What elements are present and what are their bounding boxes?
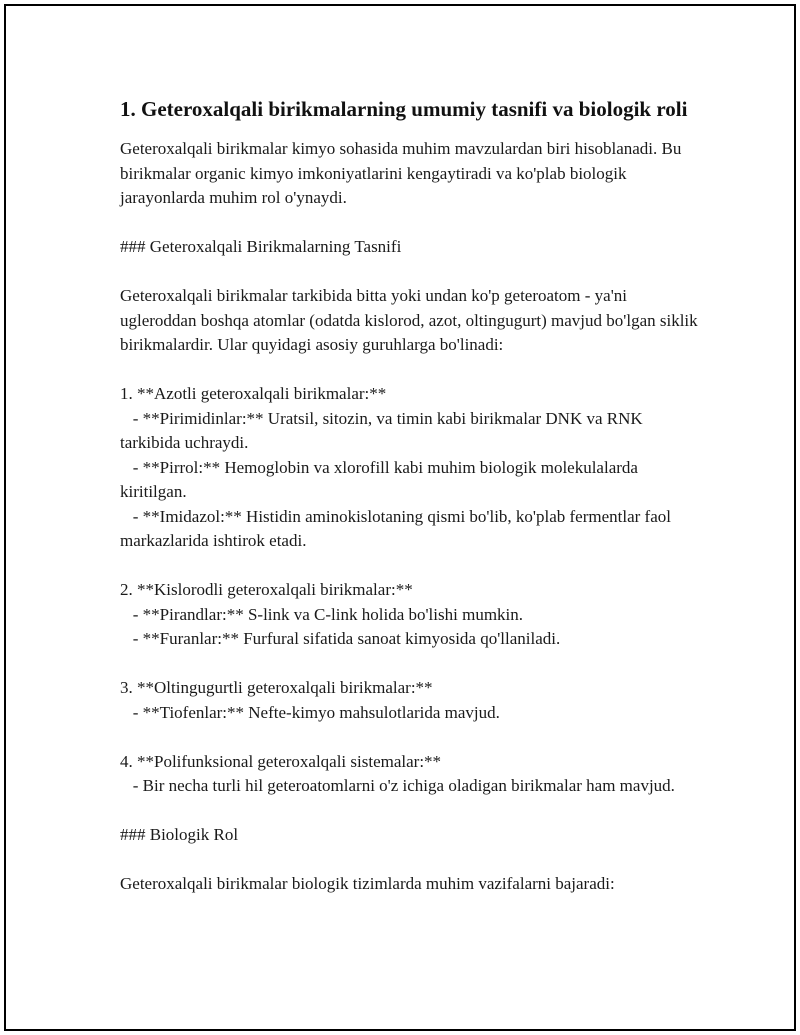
document-title: 1. Geteroxalqali birikmalarning umumiy tasnifi va biologik roli — [120, 97, 688, 121]
document-content — [120, 95, 700, 897]
document-page — [4, 4, 796, 1031]
document-body: Geteroxalqali birikmalar kimyo sohasida muhim mavzulardan biri hisoblanadi. Bu birikmalar organic kimyo imkoniyatlarini kengaytiradi va ko'plab biologik jarayonlarda muhim rol o'ynaydi. ### Geteroxalqali Birikmalarning Tasnifi Geteroxalqali birikmalar tarkibida bitta yoki undan ko'p geteroatom - ya'ni ugleroddan boshqa atomlar (odatda kislorod, azot, oltingugurt) mavjud bo'lgan siklik birikmalardir. Ular quyidagi asosiy guruhlarga bo'linadi: 1. **Azotli geteroxalqali birikmalar:** - **Pirimidinlar:** Uratsil, sitozin, va timin kabi birikmalar DNK va RNK tarkibida uchraydi. - **Pirrol:** Hemoglobin va xlorofill kabi muhim biologik molekulalarda kiritilgan. - **Imidazol:** Histidin aminokislotaning qismi bo'lib, ko'plab fermentlar faol markazlarida ishtirok etadi. 2. **Kislorodli geteroxalqali birikmalar:** - **Pirandlar:** S-link va C-link holida bo'lishi mumkin. - **Furanlar:** Furfural sifatida sanoat kimyosida qo'llaniladi. 3. **Oltingugurtli geteroxalqali birikmalar:** - **Tiofenlar:** Nefte-kimyo mahsulotlarida mavjud. 4. **Polifunksional geteroxalqali sistemalar:** - Bir necha turli hil geteroatomlarni o'z ichiga oladigan birikmalar ham mavjud. ### Biologik Rol Geteroxalqali birikmalar biologik tizimlarda muhim vazifalarni bajaradi: — [120, 139, 698, 893]
